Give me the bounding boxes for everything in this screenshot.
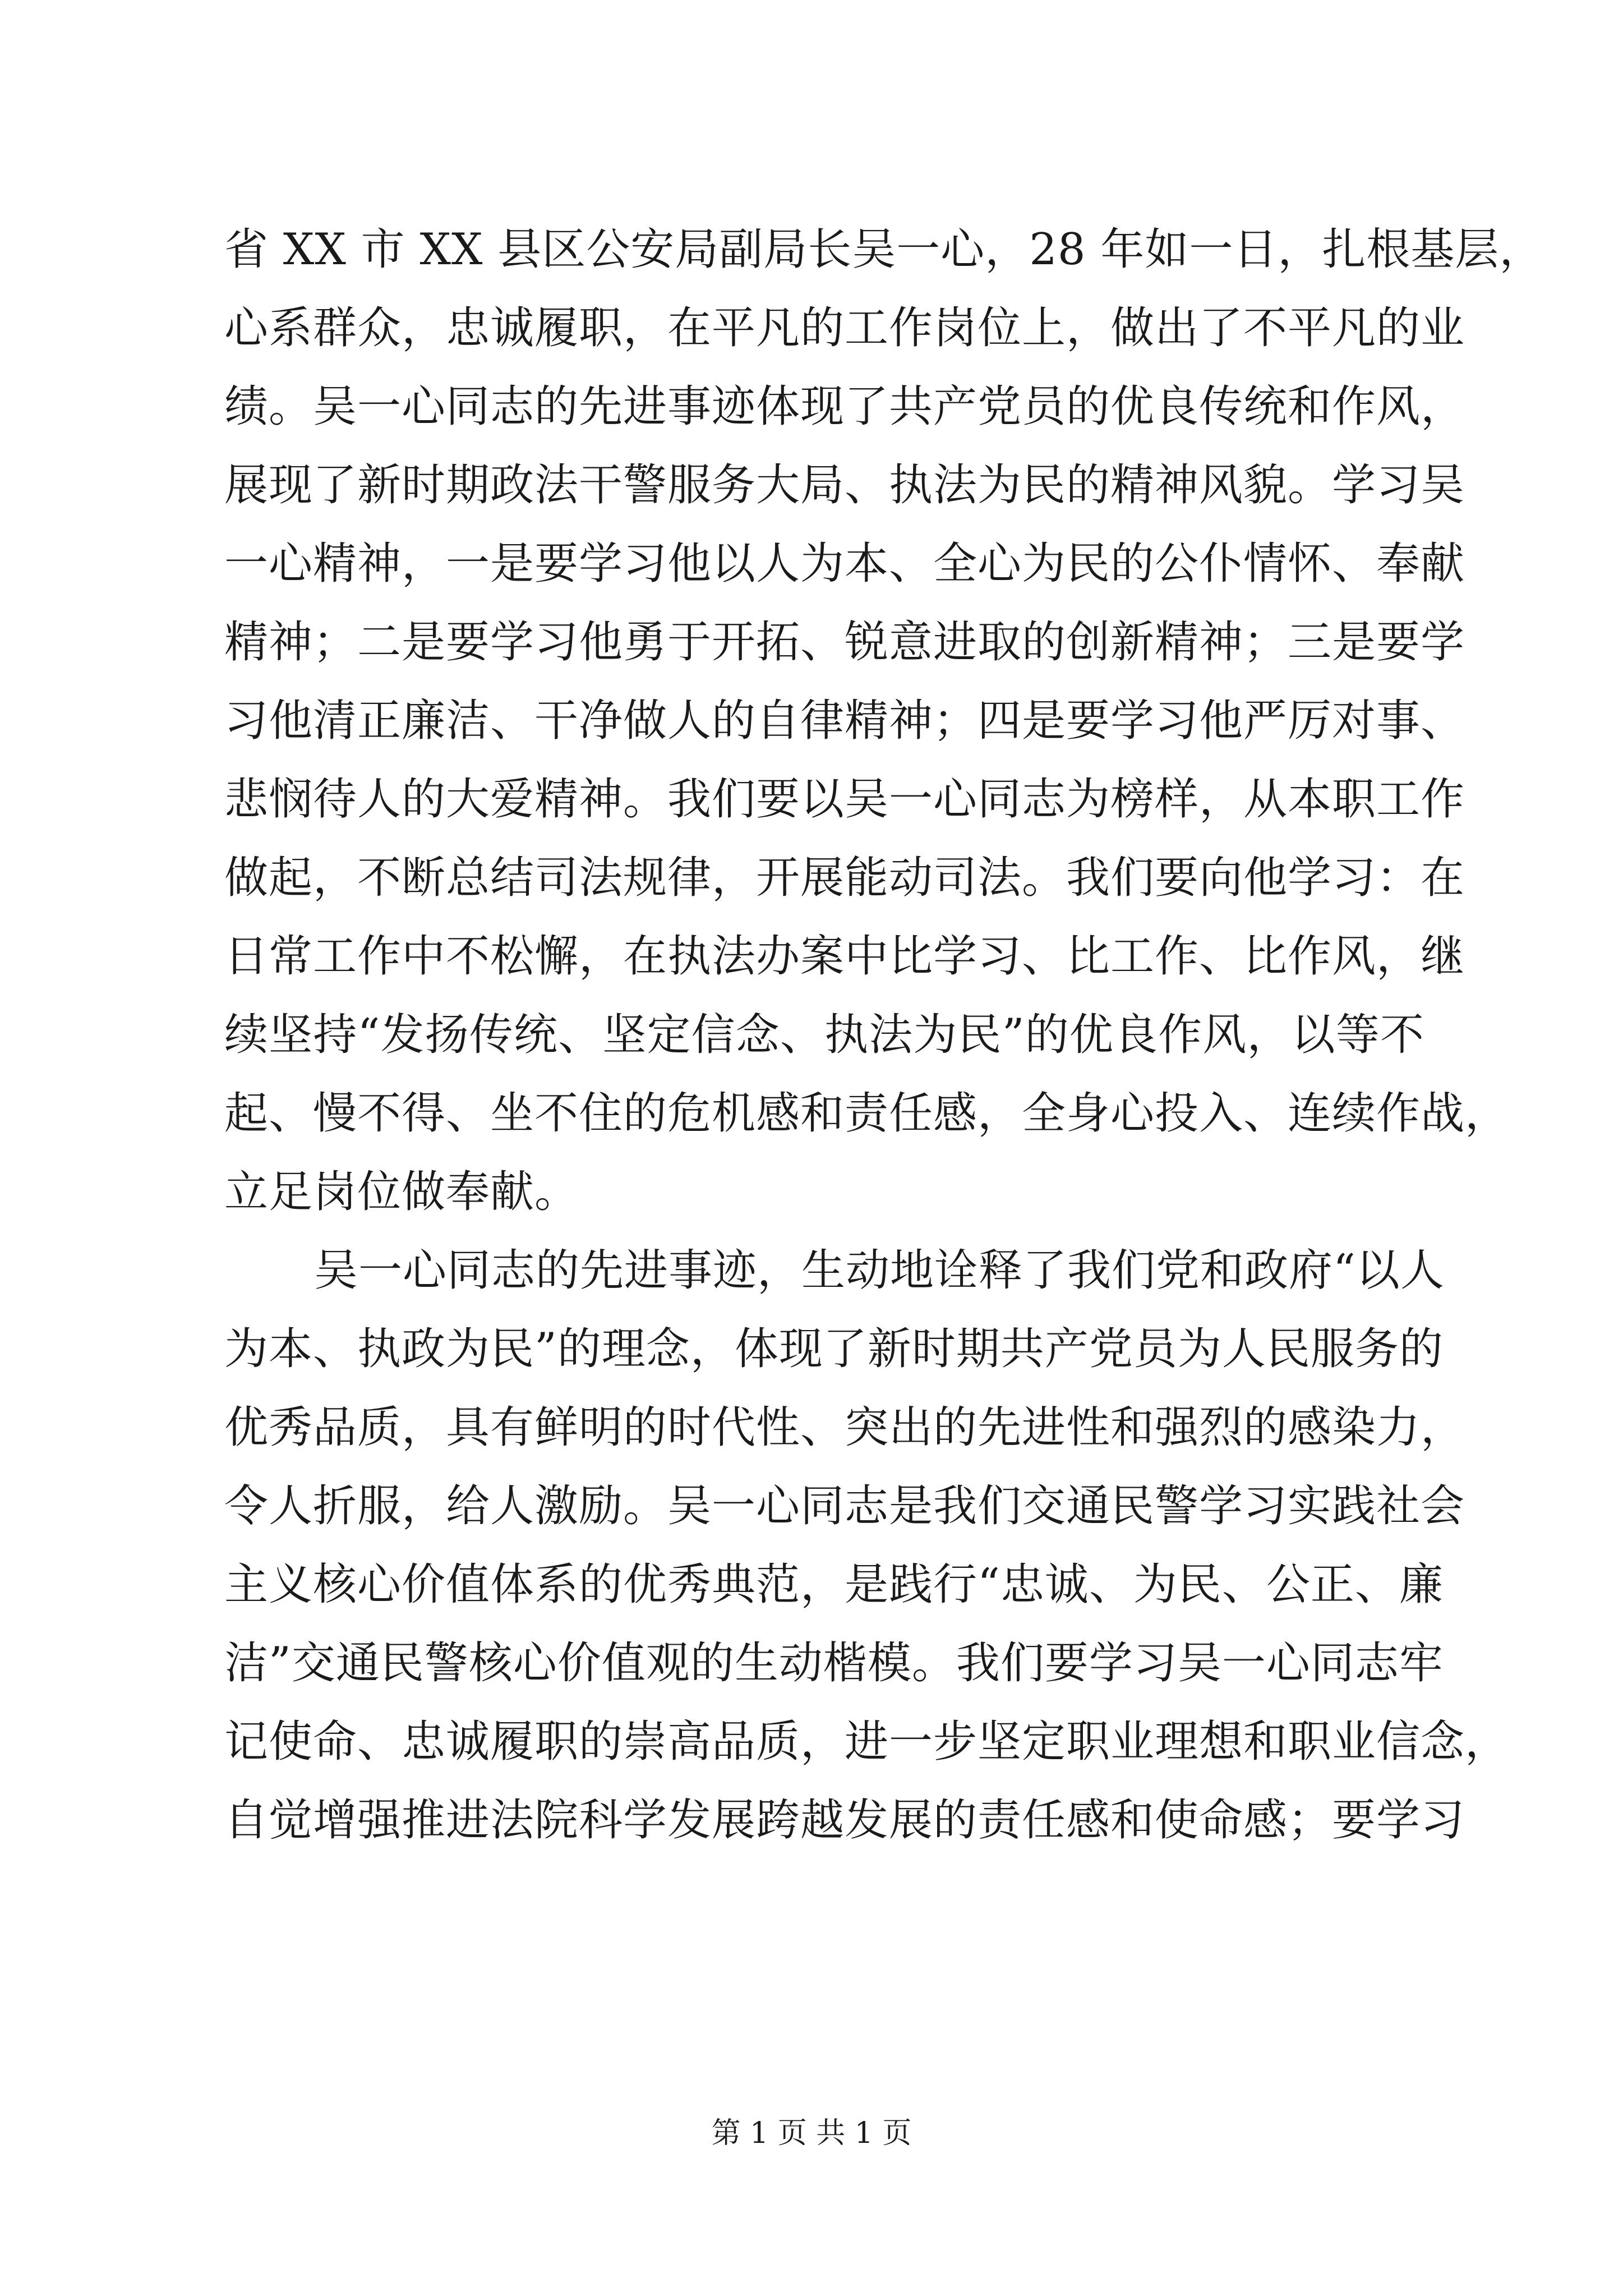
text-line: 主义核心价值体系的优秀典范，是践行“忠诚、为民、公正、廉 <box>224 1559 1444 1610</box>
text-line: 悲悯待人的大爱精神。我们要以吴一心同志为榜样，从本职工作 <box>224 774 1465 825</box>
text-line: 省 XX 市 XX 县区公安局副局长吴一心，28 年如一日，扎根基层， <box>224 224 1544 275</box>
text-line: 精神；二是要学习他勇于开拓、锐意进取的创新精神；三是要学 <box>224 617 1465 668</box>
text-line: 绩。吴一心同志的先进事迹体现了共产党员的优良传统和作风， <box>224 381 1465 432</box>
paragraph-2 <box>224 1231 1510 1860</box>
text-line: 令人折服，给人激励。吴一心同志是我们交通民警学习实践社会 <box>224 1481 1465 1531</box>
text-line: 一心精神，一是要学习他以人为本、全心为民的公仆情怀、奉献 <box>224 539 1465 589</box>
text-line: 吴一心同志的先进事迹，生动地诠释了我们党和政府“以人 <box>314 1245 1445 1296</box>
text-line: 立足岗位做奉献。 <box>224 1167 579 1217</box>
paragraph-1 <box>224 210 1544 1231</box>
text-line: 起、慢不得、坐不住的危机感和责任感，全身心投入、连续作战， <box>224 1088 1510 1139</box>
text-line: 日常工作中不松懈，在执法办案中比学习、比工作、比作风，继 <box>224 931 1465 982</box>
text-line: 优秀品质，具有鲜明的时代性、突出的先进性和强烈的感染力， <box>224 1402 1465 1453</box>
document-body <box>224 210 1544 1860</box>
text-line: 习他清正廉洁、干净做人的自律精神；四是要学习他严厉对事、 <box>224 696 1465 746</box>
text-line: 自觉增强推进法院科学发展跨越发展的责任感和使命感；要学习 <box>224 1795 1465 1846</box>
text-line: 为本、执政为民”的理念，体现了新时期共产党员为人民服务的 <box>224 1324 1444 1374</box>
text-line: 记使命、忠诚履职的崇高品质，进一步坚定职业理想和职业信念， <box>224 1717 1510 1767</box>
text-line: 做起，不断总结司法规律，开展能动司法。我们要向他学习：在 <box>224 853 1465 903</box>
page-number-footer: 第 1 页 共 1 页 <box>711 2116 912 2150</box>
text-line: 续坚持“发扬传统、坚定信念、执法为民”的优良作风，以等不 <box>224 1010 1424 1060</box>
text-line: 心系群众，忠诚履职，在平凡的工作岗位上，做出了不平凡的业 <box>224 303 1465 353</box>
text-line: 展现了新时期政法干警服务大局、执法为民的精神风貌。学习吴 <box>224 460 1465 510</box>
text-line: 洁”交通民警核心价值观的生动楷模。我们要学习吴一心同志牢 <box>224 1638 1444 1688</box>
